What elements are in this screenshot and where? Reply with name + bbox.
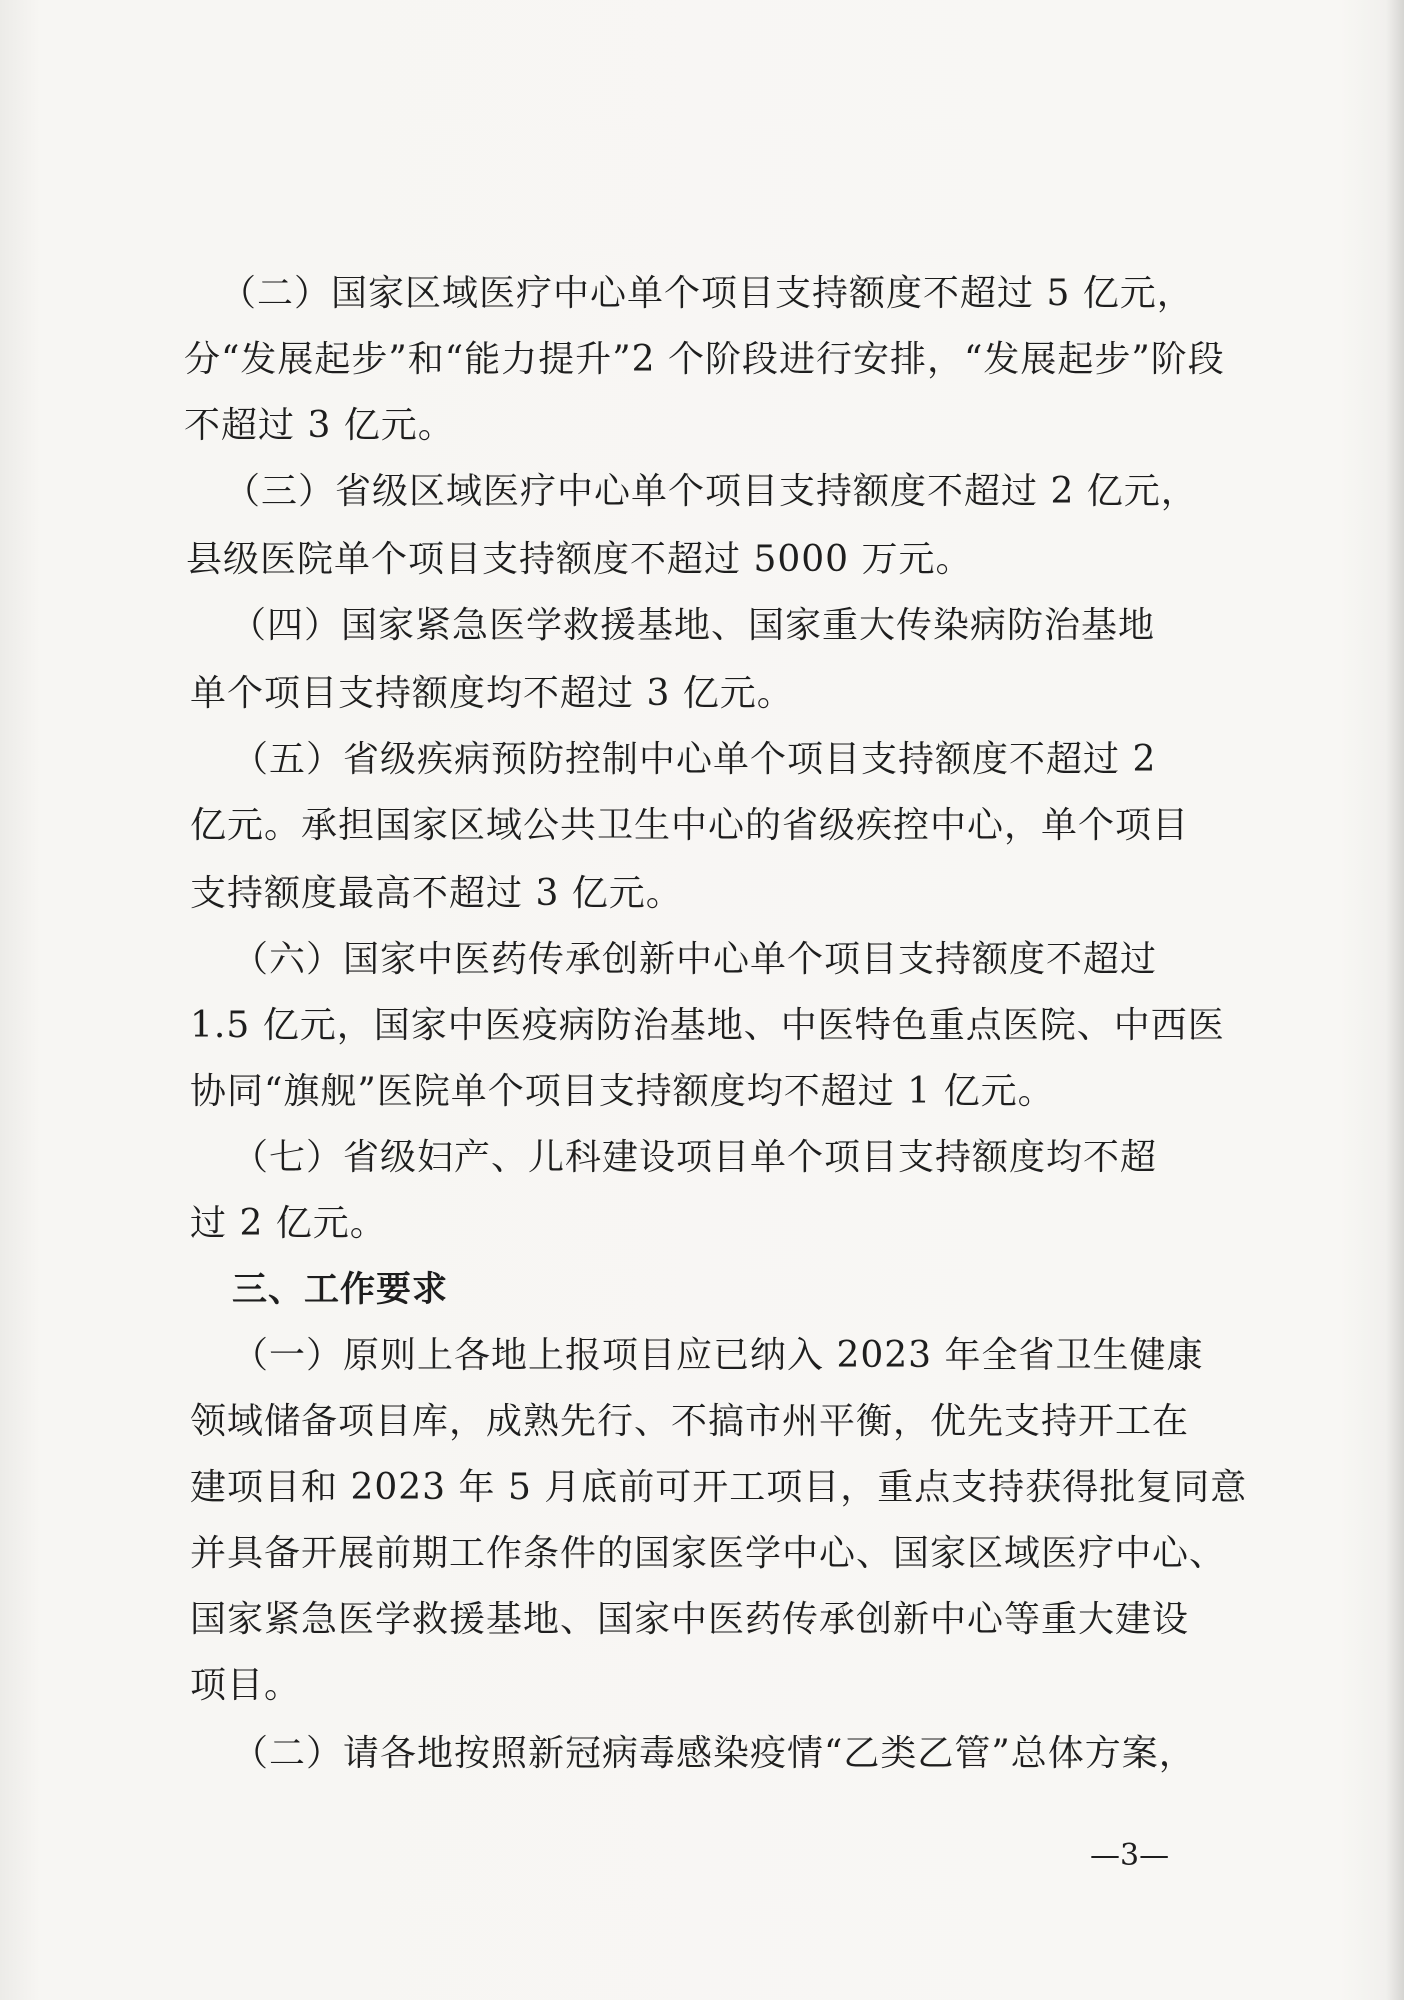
paragraph-line: （一）原则上各地上报项目应已纳入 2023 年全省卫生健康: [232, 1335, 1204, 1376]
page-number: —3—: [1090, 1838, 1170, 1873]
paragraph-line: （六）国家中医药传承创新中心单个项目支持额度不超过: [232, 939, 1158, 980]
paragraph-line: （四）国家紧急医学救援基地、国家重大传染病防治基地: [230, 605, 1156, 646]
paragraph-line: （七）省级妇产、儿科建设项目单个项目支持额度均不超: [232, 1137, 1158, 1178]
paragraph-line: 协同“旗舰”医院单个项目支持额度均不超过 1 亿元。: [190, 1071, 1055, 1112]
paragraph-line: 并具备开展前期工作条件的国家医学中心、国家区域医疗中心、: [190, 1533, 1227, 1574]
section-heading: 三、工作要求: [232, 1270, 449, 1310]
paragraph-line: 过 2 亿元。: [190, 1203, 387, 1244]
paragraph-line: 建项目和 2023 年 5 月底前可开工项目，重点支持获得批复同意: [190, 1467, 1248, 1508]
paragraph-line: （二）请各地按照新冠病毒感染疫情“乙类乙管”总体方案，: [232, 1733, 1196, 1774]
paragraph-line: （五）省级疾病预防控制中心单个项目支持额度不超过 2: [232, 739, 1157, 780]
paragraph-line: 国家紧急医学救援基地、国家中医药传承创新中心等重大建设: [190, 1599, 1190, 1640]
paragraph-line: 1.5 亿元，国家中医疫病防治基地、中医特色重点医院、中西医: [190, 1005, 1225, 1046]
paragraph-line: （二）国家区域医疗中心单个项目支持额度不超过 5 亿元，: [220, 273, 1194, 314]
paragraph-line: 分“发展起步”和“能力提升”2 个阶段进行安排，“发展起步”阶段: [184, 339, 1225, 380]
paragraph-line: 单个项目支持额度均不超过 3 亿元。: [190, 673, 794, 714]
paragraph-line: 支持额度最高不超过 3 亿元。: [190, 873, 683, 914]
paragraph-line: 领域储备项目库，成熟先行、不搞市州平衡，优先支持开工在: [190, 1401, 1190, 1442]
paragraph-line: （三）省级区域医疗中心单个项目支持额度不超过 2 亿元，: [224, 471, 1198, 512]
paragraph-line: 不超过 3 亿元。: [184, 405, 455, 446]
paragraph-line: 县级医院单个项目支持额度不超过 5000 万元。: [186, 539, 973, 580]
paragraph-line: 亿元。承担国家区域公共卫生中心的省级疾控中心，单个项目: [190, 805, 1190, 846]
paragraph-line: 项目。: [190, 1665, 302, 1706]
